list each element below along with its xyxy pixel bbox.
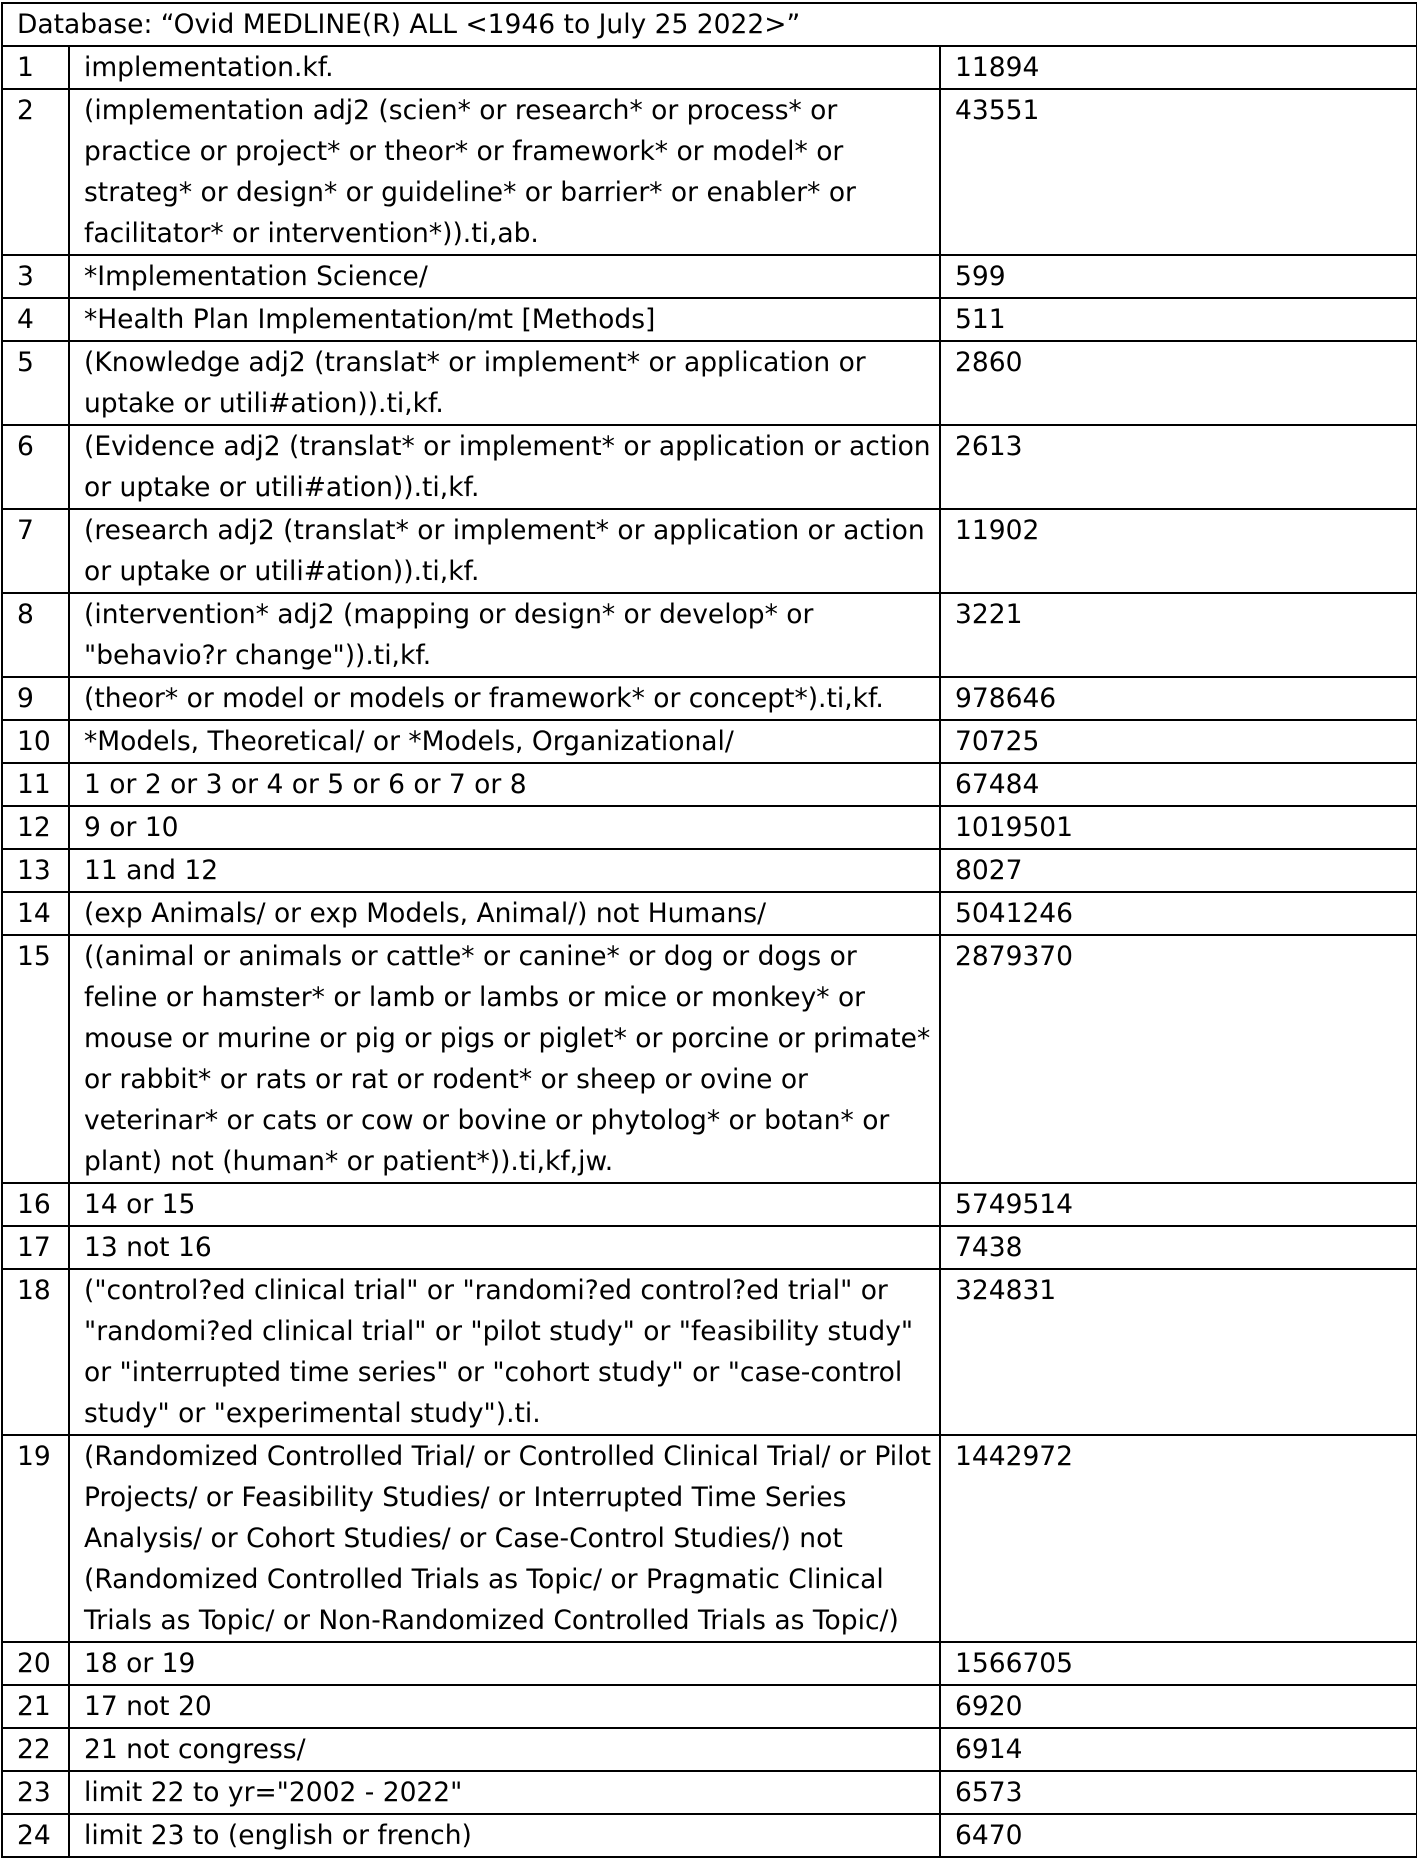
search-query: (exp Animals/ or exp Models, Animal/) not Humans/: [69, 892, 940, 935]
line-number: 13: [2, 849, 69, 892]
line-number: 11: [2, 763, 69, 806]
result-count: 2860: [940, 341, 1417, 425]
table-row: [2, 509, 1417, 593]
table-row: [2, 935, 1417, 1183]
line-number: 8: [2, 593, 69, 677]
result-count: 511: [940, 298, 1417, 341]
search-query: 21 not congress/: [69, 1728, 940, 1771]
line-number: 9: [2, 677, 69, 720]
table-row: [2, 849, 1417, 892]
result-count: 70725: [940, 720, 1417, 763]
line-number: 2: [2, 89, 69, 255]
line-number: 20: [2, 1642, 69, 1685]
table-row: [2, 1226, 1417, 1269]
search-query: (Knowledge adj2 (translat* or implement* or application or uptake or utili#ation)).ti,kf.: [69, 341, 940, 425]
table-row: [2, 806, 1417, 849]
database-title: Database: “Ovid MEDLINE(R) ALL <1946 to July 25 2022>”: [2, 3, 1417, 46]
line-number: 22: [2, 1728, 69, 1771]
table-row: [2, 593, 1417, 677]
search-query: 11 and 12: [69, 849, 940, 892]
search-query: (Randomized Controlled Trial/ or Controlled Clinical Trial/ or Pilot Projects/ or Feasibility Studies/ or Interrupted Time Series Analysis/ or Cohort Studies/ or Case-Control Studies/) not (Randomized Controlled Trials as Topic/ or Pragmatic Clinical Trials as Topic/ or Non-Randomized Controlled Trials as Topic/): [69, 1435, 940, 1642]
result-count: 11902: [940, 509, 1417, 593]
search-strategy-table: [1, 2, 1417, 1858]
result-count: 6573: [940, 1771, 1417, 1814]
search-query: limit 23 to (english or french): [69, 1814, 940, 1857]
result-count: 599: [940, 255, 1417, 298]
table-row: [2, 46, 1417, 89]
table-row: [2, 677, 1417, 720]
result-count: 7438: [940, 1226, 1417, 1269]
search-query: 13 not 16: [69, 1226, 940, 1269]
table-row: [2, 763, 1417, 806]
line-number: 5: [2, 341, 69, 425]
result-count: 43551: [940, 89, 1417, 255]
line-number: 7: [2, 509, 69, 593]
result-count: 6920: [940, 1685, 1417, 1728]
result-count: 1566705: [940, 1642, 1417, 1685]
line-number: 3: [2, 255, 69, 298]
line-number: 21: [2, 1685, 69, 1728]
line-number: 14: [2, 892, 69, 935]
result-count: 6470: [940, 1814, 1417, 1857]
result-count: 1019501: [940, 806, 1417, 849]
table-row: [2, 1814, 1417, 1857]
line-number: 4: [2, 298, 69, 341]
table-row: [2, 1435, 1417, 1642]
search-query: 1 or 2 or 3 or 4 or 5 or 6 or 7 or 8: [69, 763, 940, 806]
search-query: ((animal or animals or cattle* or canine* or dog or dogs or feline or hamster* or lamb or lambs or mice or monkey* or mouse or murine or pig or pigs or piglet* or porcine or primate* or rabbit* or rats or rat or rodent* or sheep or ovine or veterinar* or cats or cow or bovine or phytolog* or botan* or plant) not (human* or patient*)).ti,kf,jw.: [69, 935, 940, 1183]
search-query: (Evidence adj2 (translat* or implement* or application or action or uptake or utili#ation)).ti,kf.: [69, 425, 940, 509]
line-number: 18: [2, 1269, 69, 1435]
search-query: limit 22 to yr="2002 - 2022": [69, 1771, 940, 1814]
search-query: ("control?ed clinical trial" or "randomi?ed control?ed trial" or "randomi?ed clinical trial" or "pilot study" or "feasibility study" or "interrupted time series" or "cohort study" or "case-control study" or "experimental study").ti.: [69, 1269, 940, 1435]
search-query: (research adj2 (translat* or implement* or application or action or uptake or utili#ation)).ti,kf.: [69, 509, 940, 593]
table-row: [2, 1642, 1417, 1685]
result-count: 978646: [940, 677, 1417, 720]
search-query: (theor* or model or models or framework* or concept*).ti,kf.: [69, 677, 940, 720]
database-header-row: [2, 3, 1417, 46]
table-row: [2, 89, 1417, 255]
search-query: 17 not 20: [69, 1685, 940, 1728]
search-query: (implementation adj2 (scien* or research* or process* or practice or project* or theor* or framework* or model* or strateg* or design* or guideline* or barrier* or enabler* or facilitator* or intervention*)).ti,ab.: [69, 89, 940, 255]
result-count: 5749514: [940, 1183, 1417, 1226]
result-count: 2879370: [940, 935, 1417, 1183]
line-number: 10: [2, 720, 69, 763]
line-number: 1: [2, 46, 69, 89]
table-row: [2, 1771, 1417, 1814]
result-count: 324831: [940, 1269, 1417, 1435]
table-row: [2, 425, 1417, 509]
search-query: 14 or 15: [69, 1183, 940, 1226]
search-query: 18 or 19: [69, 1642, 940, 1685]
table-row: [2, 720, 1417, 763]
search-query: implementation.kf.: [69, 46, 940, 89]
table-row: [2, 1269, 1417, 1435]
result-count: 2613: [940, 425, 1417, 509]
line-number: 19: [2, 1435, 69, 1642]
table-row: [2, 298, 1417, 341]
result-count: 67484: [940, 763, 1417, 806]
line-number: 17: [2, 1226, 69, 1269]
result-count: 1442972: [940, 1435, 1417, 1642]
line-number: 12: [2, 806, 69, 849]
table-row: [2, 1183, 1417, 1226]
search-query: *Health Plan Implementation/mt [Methods]: [69, 298, 940, 341]
search-query: *Implementation Science/: [69, 255, 940, 298]
search-query: 9 or 10: [69, 806, 940, 849]
result-count: 8027: [940, 849, 1417, 892]
result-count: 6914: [940, 1728, 1417, 1771]
search-query: *Models, Theoretical/ or *Models, Organizational/: [69, 720, 940, 763]
line-number: 24: [2, 1814, 69, 1857]
result-count: 5041246: [940, 892, 1417, 935]
table-row: [2, 892, 1417, 935]
search-query: (intervention* adj2 (mapping or design* or develop* or "behavio?r change")).ti,kf.: [69, 593, 940, 677]
table-row: [2, 1685, 1417, 1728]
line-number: 23: [2, 1771, 69, 1814]
line-number: 6: [2, 425, 69, 509]
result-count: 3221: [940, 593, 1417, 677]
table-row: [2, 1728, 1417, 1771]
table-row: [2, 255, 1417, 298]
line-number: 16: [2, 1183, 69, 1226]
result-count: 11894: [940, 46, 1417, 89]
line-number: 15: [2, 935, 69, 1183]
table-row: [2, 341, 1417, 425]
